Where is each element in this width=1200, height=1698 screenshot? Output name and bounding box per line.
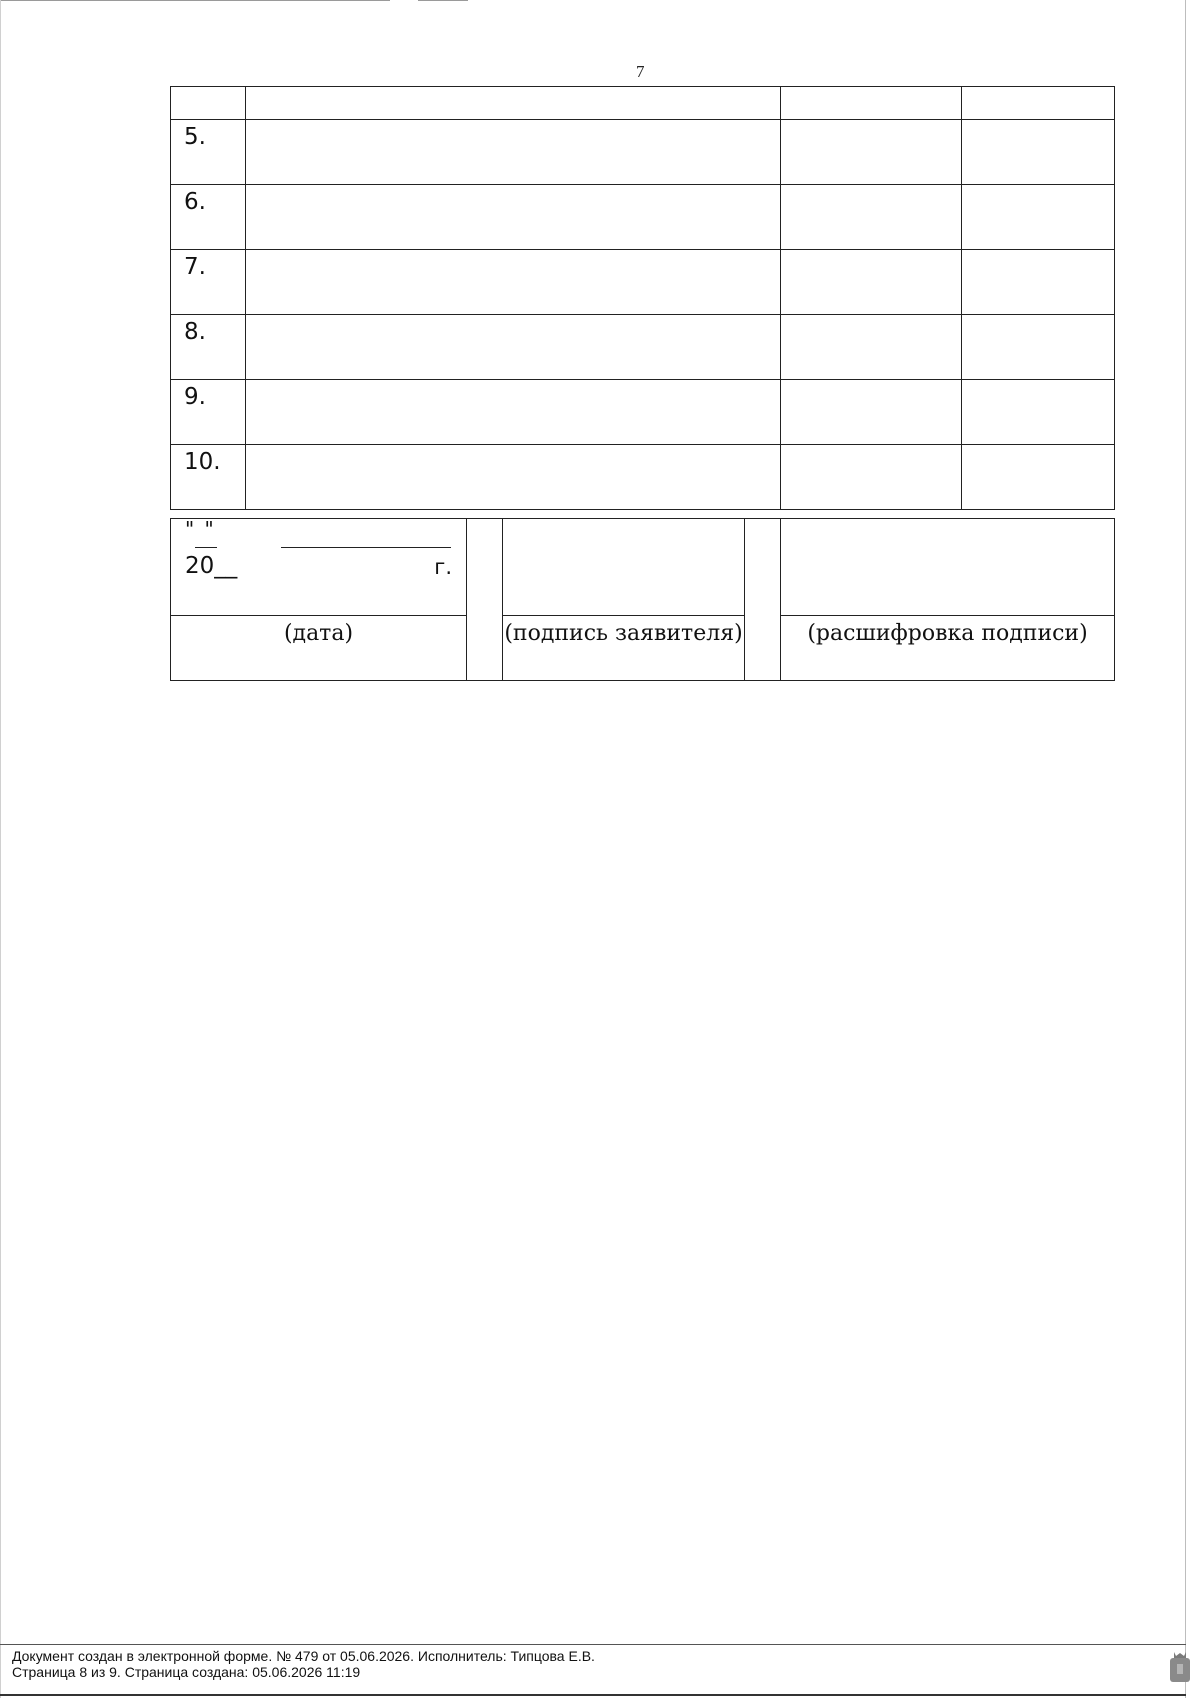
spacer-cell: [467, 519, 503, 681]
date-year-suffix: г.: [434, 555, 452, 579]
signature-decoding-caption: (расшифровка подписи): [807, 621, 1088, 646]
decoding-caption-cell: [781, 616, 1115, 681]
document-footer: [12, 1648, 595, 1680]
table-cell: [246, 250, 781, 315]
page-edge-right: [1185, 0, 1186, 1698]
page-number: 7: [636, 62, 645, 81]
signature-caption-cell: [503, 616, 745, 681]
date-field: [171, 519, 467, 616]
page-edge-top: [0, 0, 390, 1]
date-day-quotes: " ": [185, 517, 216, 541]
row-number: 6.: [184, 189, 206, 215]
table-cell: [781, 185, 962, 250]
signature-block: [170, 518, 1115, 681]
table-cell: [781, 445, 962, 510]
table-cell: [962, 445, 1115, 510]
row-number-cell: [171, 445, 246, 510]
page-edge-left: [0, 0, 1, 1698]
table-cell: [962, 185, 1115, 250]
date-caption: (дата): [283, 621, 354, 646]
table-cell: [171, 87, 246, 120]
table-cell: [781, 120, 962, 185]
table-row: [171, 315, 1115, 380]
row-number: 5.: [184, 124, 206, 150]
table-row: [171, 120, 1115, 185]
items-table: [170, 86, 1115, 510]
footer-line-document: Документ создан в электронной форме. № 479 от 05.06.2026. Исполнитель: Типцова Е.В.: [12, 1648, 595, 1664]
row-number-cell: [171, 250, 246, 315]
footer-bottom-border: [0, 1694, 1186, 1696]
table-cell: [781, 315, 962, 380]
table-cell: [246, 315, 781, 380]
table-cell: [246, 120, 781, 185]
row-number-cell: [171, 315, 246, 380]
row-number: 10.: [184, 449, 221, 475]
table-cell: [246, 380, 781, 445]
signature-caption: (подпись заявителя): [504, 621, 743, 646]
row-number-cell: [171, 185, 246, 250]
page-edge-top-fragment: [418, 0, 468, 1]
table-cell: [781, 380, 962, 445]
table-cell: [962, 250, 1115, 315]
signature-field: [503, 519, 745, 616]
table-cell: [962, 120, 1115, 185]
signature-decoding-field: [781, 519, 1115, 616]
table-row: [171, 250, 1115, 315]
table-cell: [246, 185, 781, 250]
footer-divider: [0, 1644, 1186, 1645]
table-header-row: [171, 87, 1115, 120]
row-number-cell: [171, 380, 246, 445]
date-year: 20__: [185, 553, 238, 579]
table-cell: [246, 87, 781, 120]
table-cell: [962, 380, 1115, 445]
table-row: [171, 380, 1115, 445]
table-row: [171, 185, 1115, 250]
date-caption-cell: [171, 616, 467, 681]
row-number: 7.: [184, 254, 206, 280]
table-row: [171, 445, 1115, 510]
table-cell: [962, 87, 1115, 120]
date-day-blank: [195, 547, 217, 548]
spacer-cell: [745, 519, 781, 681]
table-cell: [962, 315, 1115, 380]
date-month-blank: [281, 547, 451, 548]
footer-line-page: Страница 8 из 9. Страница создана: 05.06.2026 11:19: [12, 1664, 361, 1680]
row-number: 9.: [184, 384, 206, 410]
table-cell: [781, 87, 962, 120]
row-number: 8.: [184, 319, 206, 345]
table-cell: [781, 250, 962, 315]
table-cell: [246, 445, 781, 510]
emblem-icon: [1168, 1650, 1192, 1684]
row-number-cell: [171, 120, 246, 185]
